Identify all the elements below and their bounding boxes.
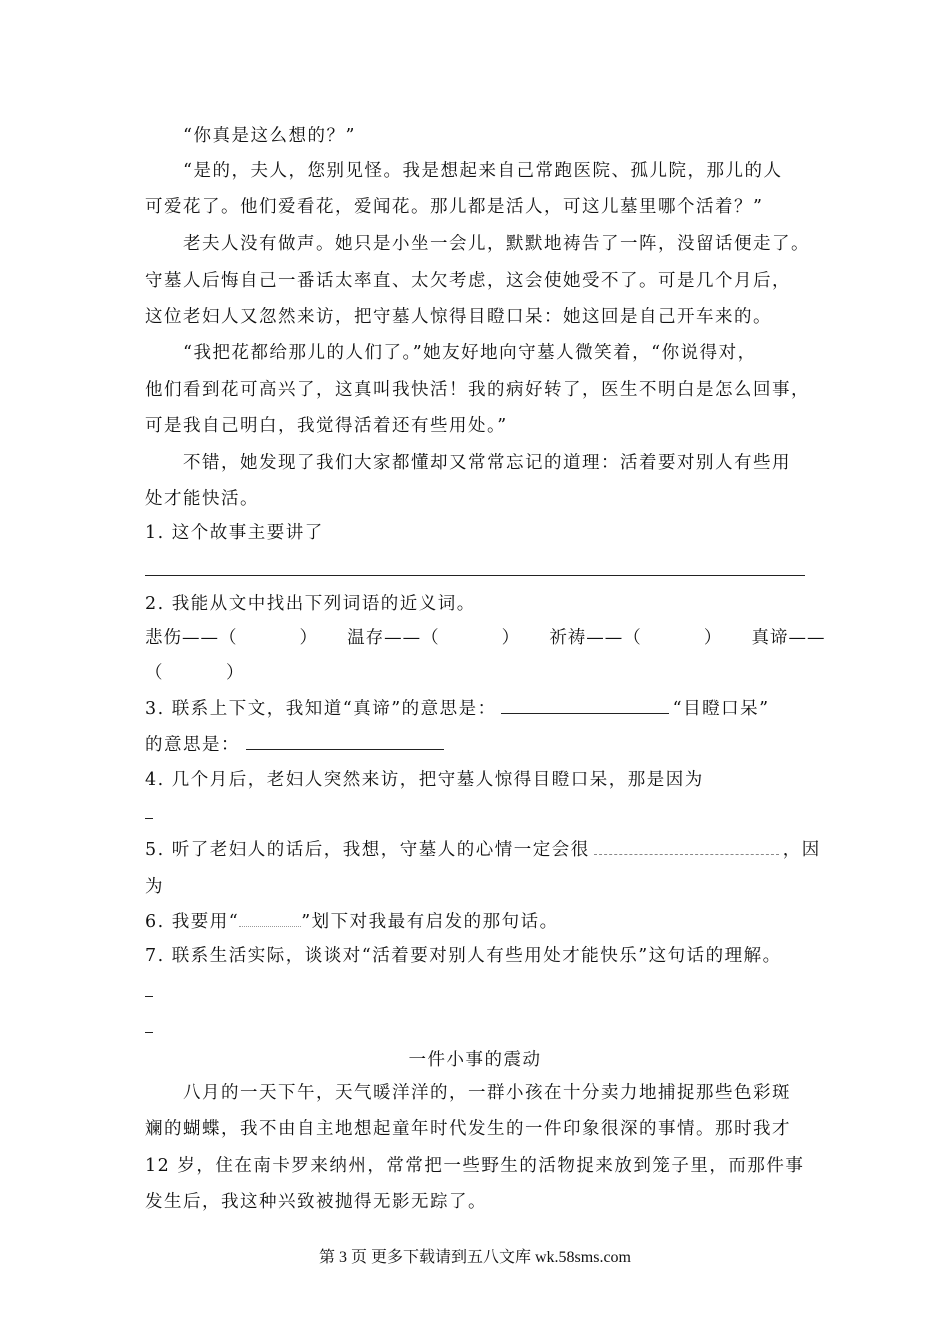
question-2-items bbox=[145, 626, 825, 650]
question-6-text: 6. 我要用“ bbox=[145, 912, 240, 932]
answer-mark[interactable] bbox=[145, 818, 153, 819]
synonym-item: 祈祷——（ bbox=[549, 628, 642, 648]
answer-blank[interactable] bbox=[501, 699, 669, 714]
paragraph-line: “我把花都给那儿的人们了。”她友好地向守墓人微笑着，“你说得对， bbox=[183, 343, 757, 363]
bracket-close: ） bbox=[226, 663, 245, 683]
question-6 bbox=[145, 910, 559, 934]
paragraph-line: 发生后，我这种兴致被抛得无影无踪了。 bbox=[145, 1192, 487, 1212]
synonym-close: ） bbox=[703, 628, 723, 648]
question-3-text: 的意思是： bbox=[145, 735, 240, 755]
question-4: 4. 几个月后，老妇人突然来访，把守墓人惊得目瞪口呆，那是因为 bbox=[145, 770, 704, 790]
paragraph-line: 他们看到花可高兴了，这真叫我快活！我的病好转了，医生不明白是怎么回事， bbox=[145, 380, 810, 400]
synonym-close: ） bbox=[299, 628, 318, 648]
question-3-text: “目瞪口呆” bbox=[672, 699, 770, 719]
paragraph-line: 12 岁，住在南卡罗来纳州，常常把一些野生的活物捉来放到笼子里，而那件事 bbox=[145, 1156, 805, 1176]
synonym-item: 真谛—— bbox=[751, 628, 826, 648]
question-5 bbox=[145, 838, 821, 862]
wavy-underline-sample bbox=[239, 912, 301, 927]
question-3-text: 3. 联系上下文，我知道“真谛”的意思是： bbox=[145, 699, 497, 719]
section-title: 一件小事的震动 bbox=[408, 1050, 542, 1070]
question-5-text: 5. 听了老妇人的话后，我想，守墓人的心情一定会很 bbox=[145, 840, 590, 860]
question-2: 2. 我能从文中找出下列词语的近义词。 bbox=[145, 594, 476, 614]
synonym-item: 悲伤——（ bbox=[145, 628, 238, 648]
paragraph-line: 这位老妇人又忽然来访，把守墓人惊得目瞪口呆：她这回是自己开车来的。 bbox=[145, 307, 772, 327]
paragraph-line: “你真是这么想的？” bbox=[183, 126, 356, 146]
question-5-cont: 为 bbox=[145, 877, 164, 897]
question-6-text: ”划下对我最有启发的那句话。 bbox=[301, 912, 559, 932]
paragraph-line: 斓的蝴蝶，我不由自主地想起童年时代发生的一件印象很深的事情。那时我才 bbox=[145, 1119, 791, 1139]
answer-dashed-blank[interactable] bbox=[594, 840, 779, 855]
paragraph-line: 可是我自己明白，我觉得活着还有些用处。” bbox=[145, 416, 508, 436]
question-1: 1. 这个故事主要讲了 bbox=[145, 523, 324, 543]
question-7: 7. 联系生活实际，谈谈对“活着要对别人有些用处才能快乐”这句话的理解。 bbox=[145, 946, 782, 966]
answer-line-q1[interactable] bbox=[145, 575, 805, 576]
question-3-cont bbox=[145, 733, 444, 757]
paragraph-line: 守墓人后悔自己一番话太率直、太欠考虑，这会使她受不了。可是几个月后， bbox=[145, 271, 791, 291]
answer-blank[interactable] bbox=[246, 735, 444, 750]
question-3 bbox=[145, 697, 770, 721]
synonym-close: ） bbox=[501, 628, 521, 648]
paragraph-line: 可爱花了。他们爱看花，爱闻花。那儿都是活人，可这儿墓里哪个活着？” bbox=[145, 197, 764, 217]
paragraph-line: 八月的一天下午，天气暖洋洋的，一群小孩在十分卖力地捕捉那些色彩斑 bbox=[183, 1083, 791, 1103]
answer-mark[interactable] bbox=[145, 1032, 153, 1033]
question-5-text: ，因 bbox=[782, 840, 821, 860]
synonym-item: 温存——（ bbox=[347, 628, 440, 648]
answer-mark[interactable] bbox=[145, 996, 153, 997]
page-footer: 第 3 页 更多下载请到五八文库 wk.58sms.com bbox=[318, 1249, 631, 1266]
paragraph-line: “是的，夫人，您别见怪。我是想起来自己常跑医院、孤儿院，那儿的人 bbox=[183, 161, 783, 181]
paragraph-line: 不错，她发现了我们大家都懂却又常常忘记的道理：活着要对别人有些用 bbox=[183, 453, 791, 473]
paragraph-line: 处才能快活。 bbox=[145, 489, 259, 509]
question-2-tail bbox=[145, 661, 245, 685]
paragraph-line: 老夫人没有做声。她只是小坐一会儿，默默地祷告了一阵，没留话便走了。 bbox=[183, 234, 810, 254]
bracket-open: （ bbox=[145, 663, 164, 683]
